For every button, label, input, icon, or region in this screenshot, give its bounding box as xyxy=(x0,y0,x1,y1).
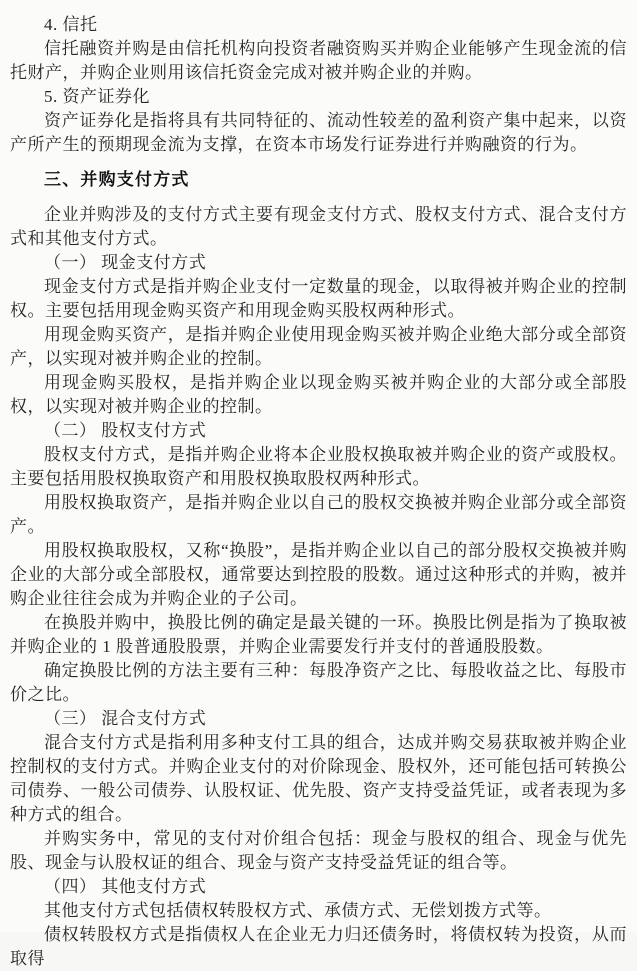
para-securitization-definition: 资产证券化是指将具有共同特征的、流动性较差的盈利资产集中起来，以资产所产生的预期现金流为支撑，在资本市场发行证券进行并购融资的行为。 xyxy=(10,111,627,154)
list-item-5-asset-securitization: 5. 资产证券化 xyxy=(44,87,150,106)
para-cash-payment-definition: 现金支付方式是指并购企业支付一定数量的现金，以取得被并购企业的控制权。主要包括用现金购买资产和用现金购买股权两种形式。 xyxy=(10,277,627,320)
para-equity-for-assets: 用股权换取资产，是指并购企业以自己的股权交换被并购企业部分或全部资产。 xyxy=(10,493,627,536)
para-exchange-ratio: 在换股并购中，换股比例的确定是最关键的一环。换股比例是指为了换取被并购企业的 1 股普通股股票，并购企业需要发行并支付的普通股股数。 xyxy=(10,613,627,656)
para-debt-to-equity: 债权转股权方式是指债权人在企业无力归还债务时，将债权转为投资，从而取得 xyxy=(10,925,627,968)
para-payment-methods-overview: 企业并购涉及的支付方式主要有现金支付方式、股权支付方式、混合支付方式和其他支付方式。 xyxy=(10,205,627,248)
para-trust-financing-definition: 信托融资并购是由信托机构向投资者融资购买并购企业能够产生现金流的信托财产，并购企业则用该信托资金完成对被并购企业的并购。 xyxy=(10,39,627,82)
section-heading-payment-methods: 三、并购支付方式 xyxy=(44,170,190,189)
subheading-cash-payment: （一） 现金支付方式 xyxy=(44,253,207,272)
list-item-4-trust: 4. 信托 xyxy=(44,15,98,34)
para-cash-buy-equity: 用现金购买股权，是指并购企业以现金购买被并购企业的大部分或全部股权，以实现对被并购企业的控制。 xyxy=(10,373,627,416)
para-other-payment-definition: 其他支付方式包括债权转股权方式、承债方式、无偿划拨方式等。 xyxy=(44,901,552,920)
para-mixed-payment-definition: 混合支付方式是指利用多种支付工具的组合，达成并购交易获取被并购企业控制权的支付方式。并购企业支付的对价除现金、股权外，还可能包括可转换公司债券、一般公司债券、认股权证、优先股、资产支持受益凭证，或者表现为多种方式的组合。 xyxy=(10,733,627,824)
para-cash-buy-assets: 用现金购买资产，是指并购企业使用现金购买被并购企业绝大部分或全部资产，以实现对被并购企业的控制。 xyxy=(10,325,627,368)
para-equity-for-equity: 用股权换取股权，又称“换股”，是指并购企业以自己的部分股权交换被并购企业的大部分或全部股权，通常要达到控股的股数。通过这种形式的并购，被并购企业往往会成为并购企业的子公司。 xyxy=(10,541,627,608)
para-mixed-payment-combinations: 并购实务中，常见的支付对价组合包括：现金与股权的组合、现金与优先股、现金与认股权证的组合、现金与资产支持受益凭证的组合等。 xyxy=(10,829,627,872)
subheading-equity-payment: （二） 股权支付方式 xyxy=(44,421,207,440)
para-exchange-ratio-methods: 确定换股比例的方法主要有三种：每股净资产之比、每股收益之比、每股市价之比。 xyxy=(10,661,627,704)
para-equity-payment-definition: 股权支付方式，是指并购企业将本企业股权换取被并购企业的资产或股权。主要包括用股权换取资产和用股权换取股权两种形式。 xyxy=(10,445,627,488)
subheading-other-payment: （四） 其他支付方式 xyxy=(44,877,207,896)
subheading-mixed-payment: （三） 混合支付方式 xyxy=(44,709,207,728)
